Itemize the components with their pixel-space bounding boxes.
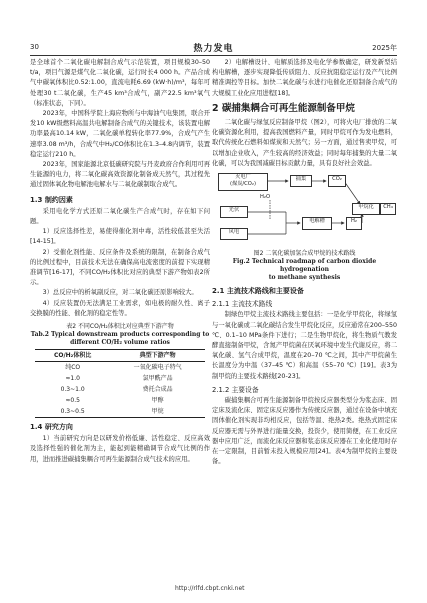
table-cell: 0.3~0.5 <box>60 408 85 416</box>
section-heading: 1.3 制约因素 <box>30 195 73 204</box>
wind-box <box>220 228 248 240</box>
paragraph: 4）反应装置仍无法满足工业需求，如电极的耐久性、离子交换膜的性能、催化剂的稳定性等。 <box>30 299 210 317</box>
figure-caption-zh: 图2 二氧化碳加氢合成甲烷的技术路线 <box>253 250 356 258</box>
section-heading: 2 碳捕集耦合可再生能源制备甲烷 <box>212 102 355 114</box>
table-cell: ≈1.0 <box>65 375 80 383</box>
right-column <box>212 58 397 467</box>
table-cell: 甲醇 <box>151 397 164 405</box>
table-caption <box>30 323 210 347</box>
paragraph: 2023年，国家能源北京低碳研究院与丹麦政府合作利用可再生能源的电力，将二氧化碳高效资源化制备成天然气，其过程先通过固体氧化物电解池电解水与二氧化碳制取合成气。 <box>30 161 210 189</box>
ch4-box <box>380 203 396 215</box>
page-number: 30 <box>30 43 39 51</box>
products-table <box>35 349 205 418</box>
paragraph: 1）当前研究方向是以研发价格低廉、活性稳定、反应高效及选择性强的催化剂为主，能起到能精确调节合成气比例的作用，进而推进碳捕集耦合可再生能源制合成气技术的应用。 <box>30 435 210 463</box>
h2-label: H₂ <box>351 218 357 225</box>
table-header: CO/H₂体积比 <box>53 352 92 360</box>
h2-box <box>346 217 362 230</box>
table-cell: 费托合成品 <box>142 386 173 394</box>
paragraph: 3）总反应中的析氧副反应，对二氧化碳还原影响较大。 <box>42 289 198 297</box>
capture-label: 捕集 <box>295 176 307 183</box>
co2-label: CO₂ <box>332 176 342 183</box>
paragraph: 1）反应选择性差，易使得催化剂中毒，活性较低甚至失活[14-15]。 <box>30 228 210 246</box>
power-plant-sublabel: (煤炭/CO₂) <box>230 181 256 188</box>
paragraph: 是全球首个二氧化碳电解制合成气示范装置，项目规模30–50 t/a，项目气源是煤气化二氧化碳，运行时长4 000 h。产品合成气中碳氧体积比0.52:1.00，直流电耗6.69 (kW·h)/m³，每年可处理30 t二氧化碳，生产45 km³合成气，副产22.5 km³氧气（标准状态，下同）。 <box>30 59 210 107</box>
figure-caption-en: Fig.2 Technical roadmap of carbon dioxide hydrogenation <box>232 258 377 274</box>
methanation-box <box>352 203 380 215</box>
left-column <box>30 58 210 465</box>
table-row <box>35 406 205 418</box>
table-row <box>35 395 205 406</box>
paragraph: 制绿色甲烷主流技术路线主要包括：一是化学甲烷化，将绿氢与一氧化碳或二氧化碳结合发生甲烷化反应，反应通常在200–550 ℃、0.1–10 MPa条件下进行；二是生物甲烷化，将生物质气教发酵直接制备甲烷，含氮产甲烷菌在厌氧环境中发生代谢反应，将二氧化碳、氢气合成甲烷，温度在20–70 ℃之间，其中产甲烷菌生长温度分为中温（37–45 ℃）和高温（55–70 ℃）[19]。表3为制甲烷的主要技术路线[20-23]。 <box>212 311 397 380</box>
section-heading: 1.4 研究方向 <box>30 423 73 432</box>
subsection-heading: 2.1.1 主流技术路线 <box>212 300 273 309</box>
power-plant-box <box>218 173 268 191</box>
paragraph: 碳捕集耦合可再生能源制备甲烷按反应器类型分为浆态床、固定床及流化床、固定床反应器作为传统反应器，通过在设备中填充固体催化剂实现非均相反应，包括等温、绝热2类。绝热式固定床反应器无需与外界进行能量交换，投资少，使用简便，在工业反应器中应用广泛，而流化床反应器和浆态床反应器在工业化使用时存在一定限制，目前暂未投入规模应用[24]。表4为制甲烷的主要设备。 <box>212 397 397 466</box>
table-cell: ≈0.5 <box>65 397 80 405</box>
table-cell: 纯CO <box>65 364 81 372</box>
electrolyzer-box <box>302 217 332 230</box>
table-row <box>35 373 205 384</box>
table-caption-en: Tab.2 Typical downstream products corresponding to <box>30 331 210 339</box>
footer-url: http://rlfd.cbpt.cnki.net <box>175 585 245 592</box>
table-row <box>35 384 205 395</box>
subsection-heading: 2.1.2 主要设备 <box>212 385 259 394</box>
table-cell: 一氧化碳电子特气 <box>133 364 182 372</box>
header-rule <box>30 55 397 56</box>
water-label: H₂O <box>260 194 271 201</box>
paragraph: 2）电解槽设计、电解质选择及电化学参数确定，研发新型结构电解槽，逐步实现降低传质阻力、反应抗阻稳定运行及产气比例精准调控等目标。加快二氧化碳与水进行电催化还原制备合成气的大规模工业化应用进程[18]。 <box>212 59 397 97</box>
table-header: 典型下游产物 <box>139 352 176 360</box>
table-cell: 甲烷 <box>151 408 164 416</box>
wind-label: 风电 <box>228 229 240 236</box>
table-caption-zh: 表2 不同CO/H₂体积比对应典型下游产物 <box>66 323 174 331</box>
power-plant-label: 火电厂 <box>235 174 251 181</box>
table-row <box>35 362 205 374</box>
co2-box <box>328 175 346 187</box>
running-header <box>30 41 397 55</box>
figure-caption-en: to methane synthesis <box>268 274 341 282</box>
paragraph: 采用电化学方式还原二氧化碳生产合成气时，存在如下问题。 <box>30 207 210 226</box>
electrolyzer-label: 电解槽 <box>309 218 325 225</box>
paragraph: 2）受催化剂性能、反应条件及系统的限制，在制备合成气的比例过程中，目前技术无法在确保高电流密度的前提下实现精准调节[16-17]，不同CO/H₂体积比对应的典型下游产物如表2所示。 <box>30 248 210 287</box>
journal-title: 热力发电 <box>193 44 234 54</box>
table-cell: 0.3~1.0 <box>60 386 85 394</box>
methanation-label: 甲烷化 <box>358 204 374 211</box>
table-caption-en: different CO/H₂ volume ratios <box>70 339 170 347</box>
figure-caption <box>212 250 397 282</box>
issue-year: 2025年 <box>372 44 397 52</box>
paragraph: 二氧化碳与绿氢反应制备甲烷（图2），可将火电厂排放的二氧化碳资源化利用，提高我国燃料产量，同时甲烷可作为发电燃料，取代传统化石燃料如煤炭和天然气；另一方面，通过售卖甲烷，可以增加企业收入，产生较高的经济效益；同时每年捕集的大量二氧化碳，可以为我国减碳目标贡献力量，具有良好社会效益。 <box>212 119 397 167</box>
pv-box <box>220 206 248 218</box>
figure-2-diagram <box>212 172 397 248</box>
table-cell: 氯甲酰产品 <box>142 375 173 383</box>
ch4-label: CH₄ <box>383 204 393 211</box>
paragraph: 2023年，中国科学院上海应物所与中海油气电集团，联合开发10 kW级燃料高温共电解制备合成气的关键技术，该装置电解功率最高10.14 kW，二氧化碳单程转化率77.9%，合成气产生速率3.08 m³/h，合成气中H₂/CO体积比在1.3–4.8内调节，装置稳定运行210 h。 <box>30 110 210 158</box>
section-heading: 2.1 主流技术路线和主要设备 <box>212 287 304 296</box>
pv-label: 光伏 <box>228 207 240 214</box>
capture-box <box>290 175 312 187</box>
